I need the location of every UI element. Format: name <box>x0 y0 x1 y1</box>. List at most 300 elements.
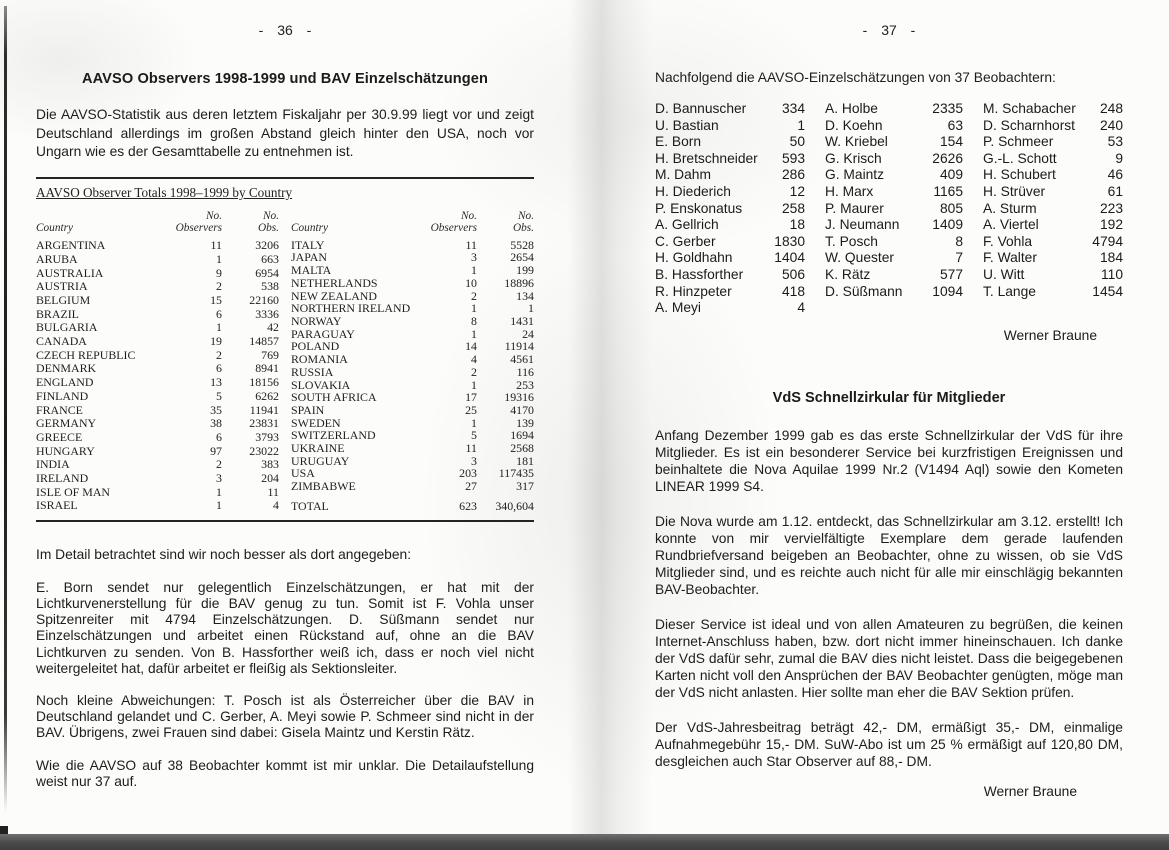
body-paragraph: Die Nova wurde am 1.12. entdeckt, das Schnellzirkular am 3.12. erstellt! Ich konnte von mir vervielfältigte Exemplare dem gerade laufenden Rundbriefversand beigeben an Beobachter, ohne zu wissen, ob sie VdS Mitglieder sind, und es reichte auch nicht für alle mir einschlägig bekannten BAV-Beobachter. <box>655 513 1123 597</box>
country-name: SWEDEN <box>291 415 341 430</box>
country-name: IRELAND <box>36 470 89 485</box>
observer-count: 154 <box>939 134 963 150</box>
country-name: JAPAN <box>291 250 327 265</box>
observer-name: D. Bannuscher <box>655 101 747 116</box>
observer-row <box>655 267 805 284</box>
country-name: UKRAINE <box>291 441 345 456</box>
country-obs: 18156 <box>249 375 279 390</box>
observers-intro: Nachfolgend die AAVSO-Einzelschätzungen von 37 Beobachtern: <box>655 70 1056 85</box>
observer-name: A. Viertel <box>983 217 1039 233</box>
country-name: AUSTRIA <box>36 279 88 294</box>
body-paragraph: Im Detail betrachtet sind wir noch besser als dort angegeben: <box>36 546 412 562</box>
observer-count: 4 <box>797 300 805 316</box>
observer-count: 53 <box>1107 134 1123 150</box>
country-observers: 2 <box>471 288 477 303</box>
country-observers: 5 <box>216 388 222 403</box>
country-name: GREECE <box>36 429 83 444</box>
country-observers: 97 <box>210 443 222 458</box>
country-obs: 14857 <box>249 334 279 349</box>
country-row <box>36 444 279 458</box>
country-name: NORTHERN IRELAND <box>291 301 411 316</box>
country-obs: 663 <box>261 251 279 266</box>
col-header-country: Country <box>291 222 329 235</box>
observer-name: M. Dahm <box>655 167 711 183</box>
observer-count: 4794 <box>1092 233 1123 249</box>
observer-count: 1830 <box>774 233 805 249</box>
observer-count: 1409 <box>932 217 963 233</box>
country-row <box>291 442 534 455</box>
country-row <box>36 403 279 417</box>
country-name: ZIMBABWE <box>291 479 356 494</box>
col-header-observers: Observers <box>430 222 477 235</box>
observer-name: P. Enskonatus <box>655 200 743 216</box>
body-paragraph: E. Born sendet nur gelegentlich Einzelschätzungen, er hat mit der Lichtkurvenerstellung für die BAV genug zu tun. Somit ist F. Vohla unser Spitzenreiter mit 4794 Einzelschätzungen. D. Süßmann sendet nur Einzelschätzungen und arbeitet einen Rückstand auf, ohne an die BAV Lichtkurven zu senden. Von B. Hassforther weiß ich, dass er noch viel nicht weitergeleitet hat, dafür arbeitet er fleißig als Sektionsleiter. <box>36 579 534 676</box>
country-row <box>36 458 279 472</box>
country-table-right-header <box>291 210 534 239</box>
country-observers: 2 <box>216 279 222 294</box>
country-observers: 15 <box>210 293 222 308</box>
observer-row <box>983 184 1123 201</box>
observer-row <box>983 267 1123 284</box>
observer-name: F. Vohla <box>983 233 1033 249</box>
country-obs: 1 <box>528 301 534 316</box>
observer-row <box>655 234 805 251</box>
col-header-no: No. <box>205 209 222 222</box>
country-name: FRANCE <box>36 402 83 417</box>
observer-row <box>825 134 963 151</box>
page-gutter-shadow <box>568 0 652 850</box>
country-observers: 13 <box>210 375 222 390</box>
observer-row <box>825 284 963 301</box>
body-paragraph: Der VdS-Jahresbeitrag beträgt 42,- DM, ermäßigt 35,- DM, einmalige Aufnahmegebühr 15,- DM. SuW-Abo ist um 25 % ermäßigt auf 120,80 DM, desgleichen auch Star Observer auf 88,- DM. <box>655 719 1123 769</box>
right-page <box>655 0 1123 799</box>
country-row <box>36 417 279 431</box>
observer-row <box>825 184 963 201</box>
observer-name: F. Walter <box>983 250 1037 266</box>
country-table-right <box>291 210 534 513</box>
country-row <box>36 362 279 376</box>
observer-row <box>655 151 805 168</box>
country-name: URUGUAY <box>291 453 350 468</box>
observer-row <box>655 134 805 151</box>
country-observers: 11 <box>210 238 222 253</box>
observer-count: 12 <box>789 183 805 199</box>
observer-name: J. Neumann <box>825 217 900 233</box>
country-obs: 134 <box>516 288 534 303</box>
country-row <box>291 264 534 277</box>
col-header-obs: Obs. <box>512 222 534 235</box>
observer-row <box>825 167 963 184</box>
observer-name: P. Maurer <box>825 200 884 216</box>
observer-count: 50 <box>789 134 805 150</box>
country-row <box>36 430 279 444</box>
country-obs: 3206 <box>255 238 279 253</box>
observer-row <box>655 118 805 135</box>
country-name: USA <box>291 466 315 481</box>
observer-count: 63 <box>947 117 963 133</box>
observer-row <box>983 234 1123 251</box>
observer-row <box>655 101 805 118</box>
country-observers: 10 <box>465 275 477 290</box>
country-observers: 35 <box>210 402 222 417</box>
observer-row <box>825 151 963 168</box>
observer-row <box>825 201 963 218</box>
observer-name: E. Born <box>655 134 702 150</box>
observer-column-3 <box>983 101 1123 317</box>
country-row <box>36 266 279 280</box>
col-header-observers: Observers <box>175 222 222 235</box>
observer-count: 110 <box>1101 266 1123 282</box>
country-obs: 11914 <box>504 339 534 354</box>
observer-count: 409 <box>939 167 963 183</box>
country-name: MALTA <box>291 263 332 278</box>
observer-row <box>983 167 1123 184</box>
observer-count: 240 <box>1099 117 1123 133</box>
country-row <box>36 294 279 308</box>
country-observers: 6 <box>216 306 222 321</box>
country-row <box>36 389 279 403</box>
observer-name: B. Hassforther <box>655 266 744 282</box>
country-obs: 5528 <box>510 237 534 252</box>
country-table-total <box>291 493 534 513</box>
country-obs: 6954 <box>255 265 279 280</box>
country-row <box>291 315 534 328</box>
country-obs: 2568 <box>510 441 534 456</box>
observer-row <box>655 184 805 201</box>
page-number-right: - 37 - <box>862 22 916 38</box>
country-row <box>36 348 279 362</box>
observer-count: 248 <box>1099 101 1123 116</box>
country-obs: 22160 <box>249 293 279 308</box>
observer-count: 61 <box>1107 183 1123 199</box>
observer-count: 1 <box>797 117 805 133</box>
country-obs: 3336 <box>255 306 279 321</box>
observer-row <box>983 250 1123 267</box>
country-row <box>291 391 534 404</box>
country-name: SLOVAKIA <box>291 377 351 392</box>
observer-count: 334 <box>781 101 805 116</box>
observer-name: A. Holbe <box>825 101 878 116</box>
country-observers: 1 <box>216 498 222 513</box>
country-obs: 1431 <box>510 314 534 328</box>
country-name: BRAZIL <box>36 306 79 321</box>
country-obs: 11941 <box>249 402 279 417</box>
country-observers: 2 <box>471 364 477 379</box>
country-observers: 3 <box>216 470 222 485</box>
country-observers: 4 <box>471 352 477 367</box>
country-observers: 38 <box>210 416 222 431</box>
observer-row <box>825 101 963 118</box>
left-page-paragraphs <box>36 547 534 790</box>
country-name: ENGLAND <box>36 375 94 390</box>
observer-row <box>983 118 1123 135</box>
country-table-right-body <box>291 239 534 493</box>
observer-name: W. Quester <box>825 250 895 266</box>
country-observers: 14 <box>465 339 477 354</box>
country-obs: 18896 <box>504 275 534 290</box>
observer-count: 2335 <box>932 101 963 116</box>
country-name: RUSSIA <box>291 364 334 379</box>
country-row <box>291 353 534 366</box>
country-obs: 2654 <box>510 250 534 265</box>
observer-column-2 <box>825 101 963 317</box>
country-obs: 6262 <box>255 388 279 403</box>
country-obs: 23831 <box>249 416 279 431</box>
col-header-no: No. <box>460 209 477 222</box>
country-observers: 25 <box>465 402 477 417</box>
observer-row <box>983 284 1123 301</box>
country-name: NEW ZEALAND <box>291 288 377 303</box>
observer-count: 418 <box>781 283 805 299</box>
country-observers: 27 <box>465 479 477 494</box>
observer-count: 7 <box>955 250 963 266</box>
country-row <box>291 366 534 379</box>
country-observers: 2 <box>216 457 222 472</box>
observer-count: 192 <box>1099 217 1123 233</box>
body-paragraph: Noch kleine Abweichungen: T. Posch ist als Österreicher über die BAV in Deutschland gelandet und C. Gerber, A. Meyi sowie P. Schmeer sind nicht in der BAV. Übrigens, zwei Frauen sind dabei: Gisela Maintz und Kerstin Rätz. <box>36 692 534 741</box>
observer-row <box>655 284 805 301</box>
observer-name: H. Schubert <box>983 167 1056 183</box>
country-name: INDIA <box>36 457 70 472</box>
country-observers: 1 <box>471 263 477 278</box>
country-obs: 383 <box>261 457 279 472</box>
col-header-no: No. <box>517 209 534 222</box>
country-obs: 139 <box>516 415 534 430</box>
body-paragraph: Anfang Dezember 1999 gab es das erste Schnellzirkular der VdS für ihre Mitglieder. Es ist ein besonderer Service bei kurzfristigen Ereignissen und beinhaltete die Nova Aquilae 1999 Nr.2 (V1494 Aql) sowie den Kometen LINEAR 1999 S4. <box>655 427 1123 494</box>
country-name: ISRAEL <box>36 498 78 513</box>
country-name: CANADA <box>36 334 87 349</box>
country-obs: 181 <box>516 453 534 468</box>
observer-row <box>825 250 963 267</box>
observer-name: G.-L. Schott <box>983 150 1057 166</box>
observer-name: U. Witt <box>983 266 1025 282</box>
observer-name: C. Gerber <box>655 233 716 249</box>
observer-row <box>655 300 805 317</box>
country-obs: 8941 <box>255 361 279 376</box>
country-name: HUNGARY <box>36 443 95 458</box>
observer-row <box>655 167 805 184</box>
total-label: TOTAL <box>291 498 329 513</box>
observer-name: G. Krisch <box>825 150 882 166</box>
country-name: ARGENTINA <box>36 238 106 253</box>
country-obs: 4 <box>273 498 279 513</box>
country-observers: 6 <box>216 361 222 376</box>
scan-bottom-edge <box>0 834 1169 850</box>
country-obs: 19316 <box>504 390 534 405</box>
country-observers: 6 <box>216 429 222 444</box>
observer-name: T. Lange <box>983 283 1036 299</box>
total-obs: 340,604 <box>495 498 534 513</box>
country-table-left-body <box>36 239 279 513</box>
observer-name: A. Sturm <box>983 200 1037 216</box>
observer-column-1 <box>655 101 805 317</box>
observer-count: 184 <box>1099 250 1123 266</box>
observer-count: 9 <box>1115 150 1123 166</box>
country-row <box>36 485 279 499</box>
country-row <box>36 239 279 253</box>
country-obs: 317 <box>516 479 534 494</box>
country-row <box>291 455 534 468</box>
observer-count: 286 <box>781 167 805 183</box>
country-obs: 117435 <box>498 466 534 481</box>
col-header-country: Country <box>36 222 74 235</box>
observer-name: H. Diederich <box>655 183 731 199</box>
country-obs: 42 <box>267 320 279 335</box>
country-row <box>36 335 279 349</box>
observer-count: 1404 <box>774 250 805 266</box>
country-observers: 1 <box>216 484 222 499</box>
table-caption: AAVSO Observer Totals 1998–1999 by Country <box>36 184 293 200</box>
country-name: BELGIUM <box>36 293 91 308</box>
left-page <box>36 0 534 806</box>
country-row <box>36 499 279 513</box>
country-row <box>291 239 534 252</box>
country-obs: 24 <box>522 326 534 341</box>
country-table-left-header <box>36 210 279 239</box>
country-row <box>36 280 279 294</box>
table-bottom-rule <box>36 520 534 522</box>
observer-row <box>655 250 805 267</box>
article-title: AAVSO Observers 1998-1999 und BAV Einzelschätzungen <box>81 71 489 87</box>
table-top-rule <box>36 177 534 179</box>
observer-count: 1094 <box>932 283 963 299</box>
country-observers: 1 <box>471 301 477 316</box>
observer-name: D. Koehn <box>825 117 883 133</box>
country-obs: 1694 <box>510 428 534 443</box>
observer-row <box>655 201 805 218</box>
country-observers: 203 <box>459 466 477 481</box>
country-obs: 4561 <box>510 352 534 367</box>
country-obs: 4170 <box>510 402 534 417</box>
country-row <box>36 307 279 321</box>
observer-count: 258 <box>781 200 805 216</box>
observer-name: H. Strüver <box>983 183 1046 199</box>
observer-count: 223 <box>1099 200 1123 216</box>
country-row <box>36 471 279 485</box>
country-name: NETHERLANDS <box>291 275 378 290</box>
country-observers: 1 <box>216 251 222 266</box>
observer-count: 1454 <box>1092 283 1123 299</box>
country-observers: 8 <box>471 314 477 328</box>
country-name: DENMARK <box>36 361 97 376</box>
country-name: SOUTH AFRICA <box>291 390 377 405</box>
observer-row <box>983 134 1123 151</box>
country-name: SPAIN <box>291 402 325 417</box>
country-obs: 11 <box>267 484 279 499</box>
country-name: GERMANY <box>36 416 97 431</box>
observer-name: G. Maintz <box>825 167 885 183</box>
country-observers: 1 <box>216 320 222 335</box>
country-observers: 2 <box>216 347 222 362</box>
right-page-paragraphs <box>655 427 1123 770</box>
observer-row <box>983 201 1123 218</box>
country-name: POLAND <box>291 339 340 354</box>
country-table-left <box>36 210 279 513</box>
country-observers: 3 <box>471 250 477 265</box>
country-name: PARAGUAY <box>291 326 355 341</box>
observer-name: H. Bretschneider <box>655 150 758 166</box>
country-observers: 5 <box>471 428 477 443</box>
observer-count: 593 <box>781 150 805 166</box>
country-obs: 3793 <box>255 429 279 444</box>
observer-count: 1165 <box>933 183 963 199</box>
country-name: ARUBA <box>36 251 78 266</box>
country-name: NORWAY <box>291 314 342 328</box>
country-obs: 769 <box>261 347 279 362</box>
country-observers: 1 <box>471 377 477 392</box>
observer-name: D. Süßmann <box>825 283 903 299</box>
observer-count: 506 <box>781 266 805 282</box>
observer-name: U. Bastian <box>655 117 719 133</box>
observer-name: A. Gellrich <box>655 217 719 233</box>
col-header-no: No. <box>262 209 279 222</box>
country-obs: 116 <box>516 364 534 379</box>
country-row <box>291 277 534 290</box>
country-observers: 3 <box>471 453 477 468</box>
country-row <box>291 404 534 417</box>
country-obs: 538 <box>261 279 279 294</box>
observer-name: H. Goldhahn <box>655 250 733 266</box>
country-observers: 19 <box>210 334 222 349</box>
observer-row <box>655 217 805 234</box>
country-name: ITALY <box>291 237 325 252</box>
observer-row <box>983 217 1123 234</box>
country-name: CZECH REPUBLIC <box>36 347 136 362</box>
page-number-left: - 36 - <box>258 22 312 38</box>
country-obs: 253 <box>516 377 534 392</box>
country-name: FINLAND <box>36 388 89 403</box>
observer-name: P. Schmeer <box>983 134 1054 150</box>
observer-count: 8 <box>955 233 963 249</box>
country-observers: 11 <box>465 441 477 456</box>
scan-edge-line <box>4 6 7 812</box>
observer-count: 46 <box>1107 167 1123 183</box>
observer-row <box>983 151 1123 168</box>
country-name: ISLE OF MAN <box>36 484 110 499</box>
observer-name: R. Hinzpeter <box>655 283 732 299</box>
signature-observer-list: Werner Braune <box>1003 327 1097 343</box>
signature-article: Werner Braune <box>983 783 1077 799</box>
observer-count: 18 <box>789 217 805 233</box>
country-observers: 1 <box>471 415 477 430</box>
country-name: BULGARIA <box>36 320 98 335</box>
country-observers: 17 <box>465 390 477 405</box>
country-row <box>36 252 279 266</box>
observer-count: 805 <box>939 200 963 216</box>
country-table <box>36 210 534 513</box>
observer-count: 577 <box>939 266 963 282</box>
country-observers: 1 <box>471 326 477 341</box>
observer-row <box>825 118 963 135</box>
country-row <box>291 480 534 493</box>
body-paragraph: Dieser Service ist ideal und von allen Amateuren zu begrüßen, die keinen Internet-Anschluss haben, bzw. dort nicht immer hineinschauen. Ich danke der VdS dafür sehr, zumal die BAV dies nicht leistet. Dass die beigegebenen Karten nicht voll den Ansprüchen der BAV Beobachter genügten, möge man der VdS nicht anlasten. Hier sollte man eher die BAV Sektion prüfen. <box>655 616 1123 700</box>
country-row <box>36 321 279 335</box>
country-obs: 23022 <box>249 443 279 458</box>
observer-row <box>983 101 1123 118</box>
observer-name: K. Rätz <box>825 266 871 282</box>
body-paragraph: Wie die AAVSO auf 38 Beobachter kommt ist mir unklar. Die Detailaufstellung weist nur 37 auf. <box>36 757 534 789</box>
country-name: SWITZERLAND <box>291 428 376 443</box>
country-name: AUSTRALIA <box>36 265 104 280</box>
observer-row <box>825 267 963 284</box>
observer-count: 2626 <box>932 150 963 166</box>
observer-name: W. Kriebel <box>825 134 888 150</box>
observer-name: M. Schabacher <box>983 101 1076 116</box>
observer-name: T. Posch <box>825 233 878 249</box>
country-observers: 9 <box>216 265 222 280</box>
observer-list <box>655 101 1123 317</box>
country-obs: 199 <box>516 263 534 278</box>
